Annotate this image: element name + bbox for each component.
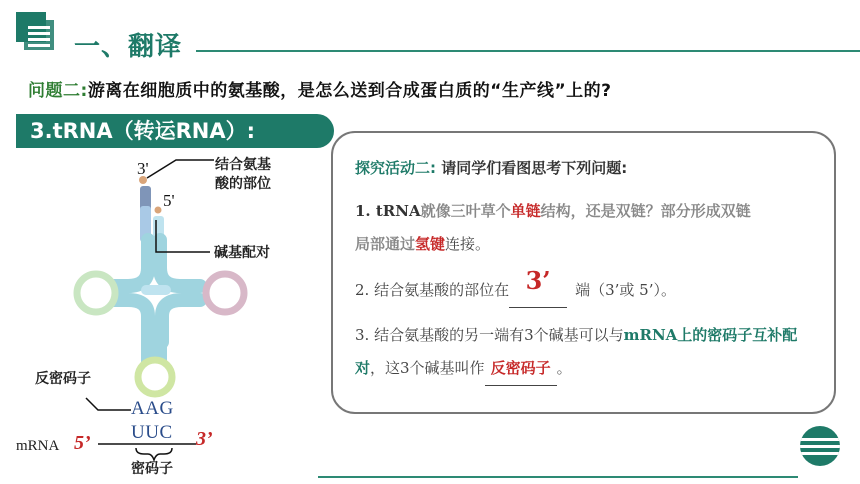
activity-title [355, 157, 627, 178]
footer-divider [318, 476, 798, 478]
label-codon: 密码子 [131, 461, 173, 477]
q1-line2-end: 连接。 [445, 235, 491, 253]
q3-answer-blank [485, 352, 557, 386]
q2-text-after: 端（3’或 5’）。 [575, 281, 676, 299]
q1-answer-single-strand: 单链 [510, 202, 541, 220]
dhu-loop [77, 274, 115, 312]
q3-text: 3. 结合氨基酸的另一端有3个碱基可以与 [355, 326, 624, 344]
q1-ghost-text-3: 部分形成双链 [660, 202, 751, 220]
q2-text: 2. 结合氨基酸的部位在 [355, 281, 510, 299]
q1-prefix: 1. tRNA [355, 202, 421, 220]
q1-ghost-text: 就像三叶草个 [420, 202, 511, 220]
logo-icon [16, 12, 56, 52]
prime-5-top: 5' [163, 191, 175, 210]
anticodon-loop [138, 338, 172, 394]
question-line [28, 76, 612, 101]
q2-answer: 3’ [525, 266, 551, 295]
cloverleaf-body [112, 240, 200, 342]
label-anticodon: 反密码子 [35, 371, 91, 387]
activity-card [331, 131, 836, 414]
question-3 [355, 319, 825, 386]
label-base-pairing: 碱基配对 [214, 245, 270, 261]
q2-answer-blank [509, 266, 567, 308]
q3-text-mid: ，这3个碱基叫作 [370, 359, 485, 377]
acceptor-stem [139, 176, 164, 242]
question-label: 问题二: [28, 81, 88, 101]
mrna-5-prime: 5’ [74, 432, 91, 454]
question-1 [355, 195, 825, 261]
activity-instruction: 请同学们看图思考下列问题: [441, 159, 628, 177]
section-title: 一、翻译 [74, 32, 183, 62]
prime-3-top: 3' [137, 159, 149, 178]
q3-answer: 反密码子 [490, 359, 551, 377]
binding-site-pointer [147, 160, 214, 178]
anticodon-sequence: AAG [131, 398, 174, 419]
q1-ghost-line2: 局部通过 [355, 235, 416, 253]
q3-highlight: mRNA上的密码子互补配对 [355, 326, 798, 377]
q1-ghost-text-2: 结构，还是双链？ [540, 202, 661, 220]
t-psi-c-loop [206, 274, 244, 312]
mrna-3-prime: 3’ [196, 428, 213, 450]
q3-text-end: 。 [556, 359, 572, 377]
codon-brace [136, 448, 172, 460]
mrna-label: mRNA [16, 438, 60, 454]
question-2 [355, 266, 825, 308]
anticodon-pointer [86, 398, 131, 410]
decorative-circle-icon [800, 426, 840, 466]
label-amino-acid-binding-site: 结合氨基 酸的部位 [215, 157, 271, 192]
title-divider [196, 50, 860, 52]
trna-banner: 3.tRNA（转运RNA）: [16, 114, 334, 148]
question-text: 游离在细胞质中的氨基酸，是怎么送到合成蛋白质的“生产线”上的? [87, 81, 612, 101]
q1-answer-hydrogen-bond: 氢键 [415, 235, 446, 253]
activity-label: 探究活动二: [355, 159, 436, 177]
codon-sequence: UUC [131, 422, 173, 443]
